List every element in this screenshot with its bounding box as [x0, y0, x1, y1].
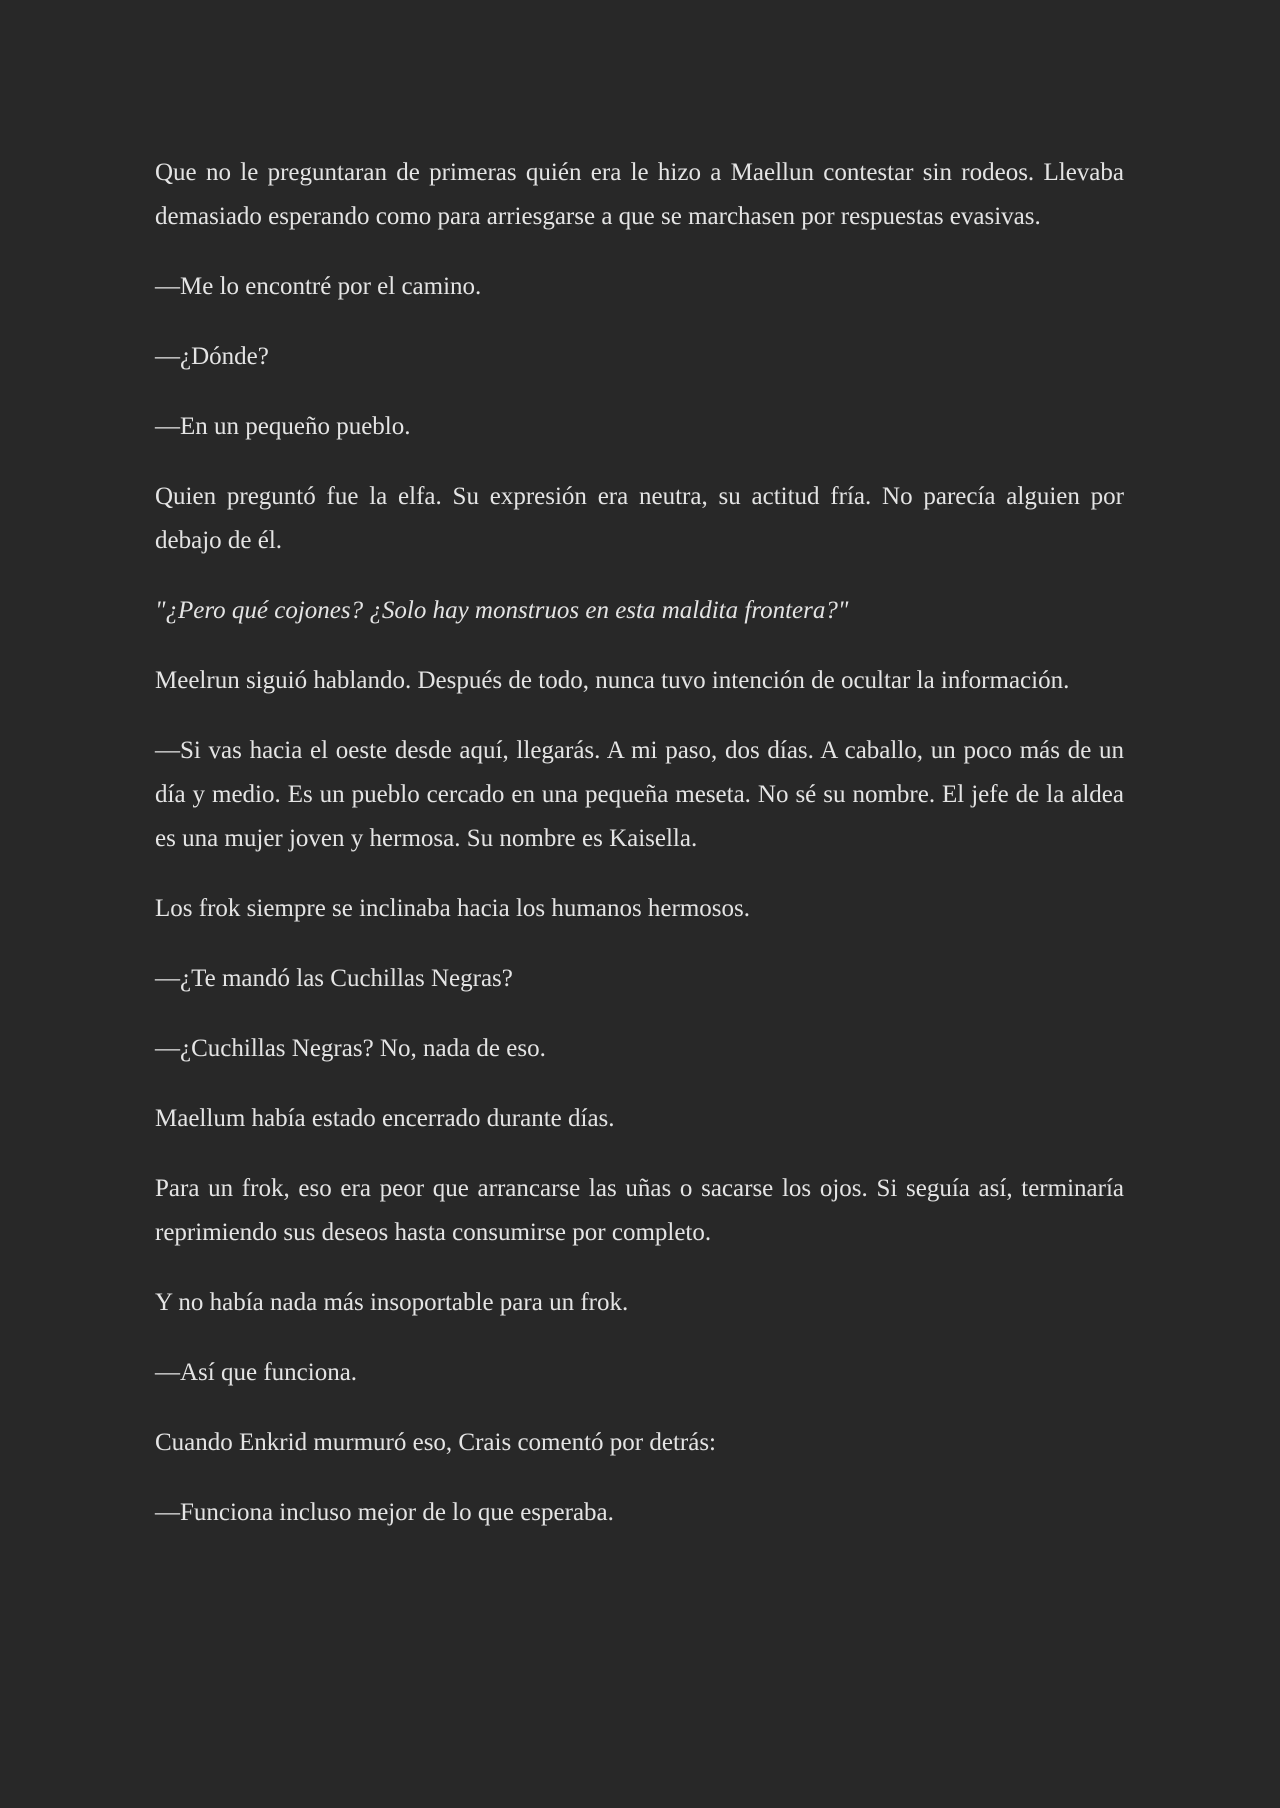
paragraph: Los frok siempre se inclinaba hacia los humanos hermosos. [155, 895, 750, 922]
dialogue-line: —Me lo encontré por el camino. [155, 273, 482, 300]
dialogue-line: —Así que funciona. [155, 1359, 358, 1386]
dialogue-line: —¿Te mandó las Cuchillas Negras? [155, 965, 513, 992]
dialogue-line: —¿Dónde? [155, 343, 269, 370]
paragraph: Y no había nada más insoportable para un frok. [155, 1289, 629, 1316]
document-body [155, 151, 1124, 1561]
inner-thought: "¿Pero qué cojones? ¿Solo hay monstruos en esta maldita frontera?" [155, 597, 849, 624]
paragraph: Quien preguntó fue la elfa. Su expresión era neutra, su actitud fría. No parecía alguien por debajo de él. [155, 483, 1124, 554]
paragraph: Meelrun siguió hablando. Después de todo, nunca tuvo intención de ocultar la información. [155, 667, 1070, 694]
paragraph: Maellum había estado encerrado durante días. [155, 1105, 615, 1132]
dialogue-line: —En un pequeño pueblo. [155, 413, 411, 440]
dialogue-line: —Funciona incluso mejor de lo que esperaba. [155, 1499, 614, 1526]
dialogue-line: —Si vas hacia el oeste desde aquí, llegarás. A mi paso, dos días. A caballo, un poco más de un día y medio. Es un pueblo cercado en una pequeña meseta. No sé su nombre. El jefe de la aldea es una mujer joven y hermosa. Su nombre es Kaisella. [155, 737, 1124, 852]
paragraph: Que no le preguntaran de primeras quién era le hizo a Maellun contestar sin rodeos. Llevaba demasiado esperando como para arriesgarse a que se marchasen por respuestas evasivas. [155, 159, 1124, 230]
paragraph: Para un frok, eso era peor que arrancarse las uñas o sacarse los ojos. Si seguía así, terminaría reprimiendo sus deseos hasta consumirse por completo. [155, 1175, 1124, 1246]
dialogue-line: —¿Cuchillas Negras? No, nada de eso. [155, 1035, 546, 1062]
paragraph: Cuando Enkrid murmuró eso, Crais comentó por detrás: [155, 1429, 716, 1456]
